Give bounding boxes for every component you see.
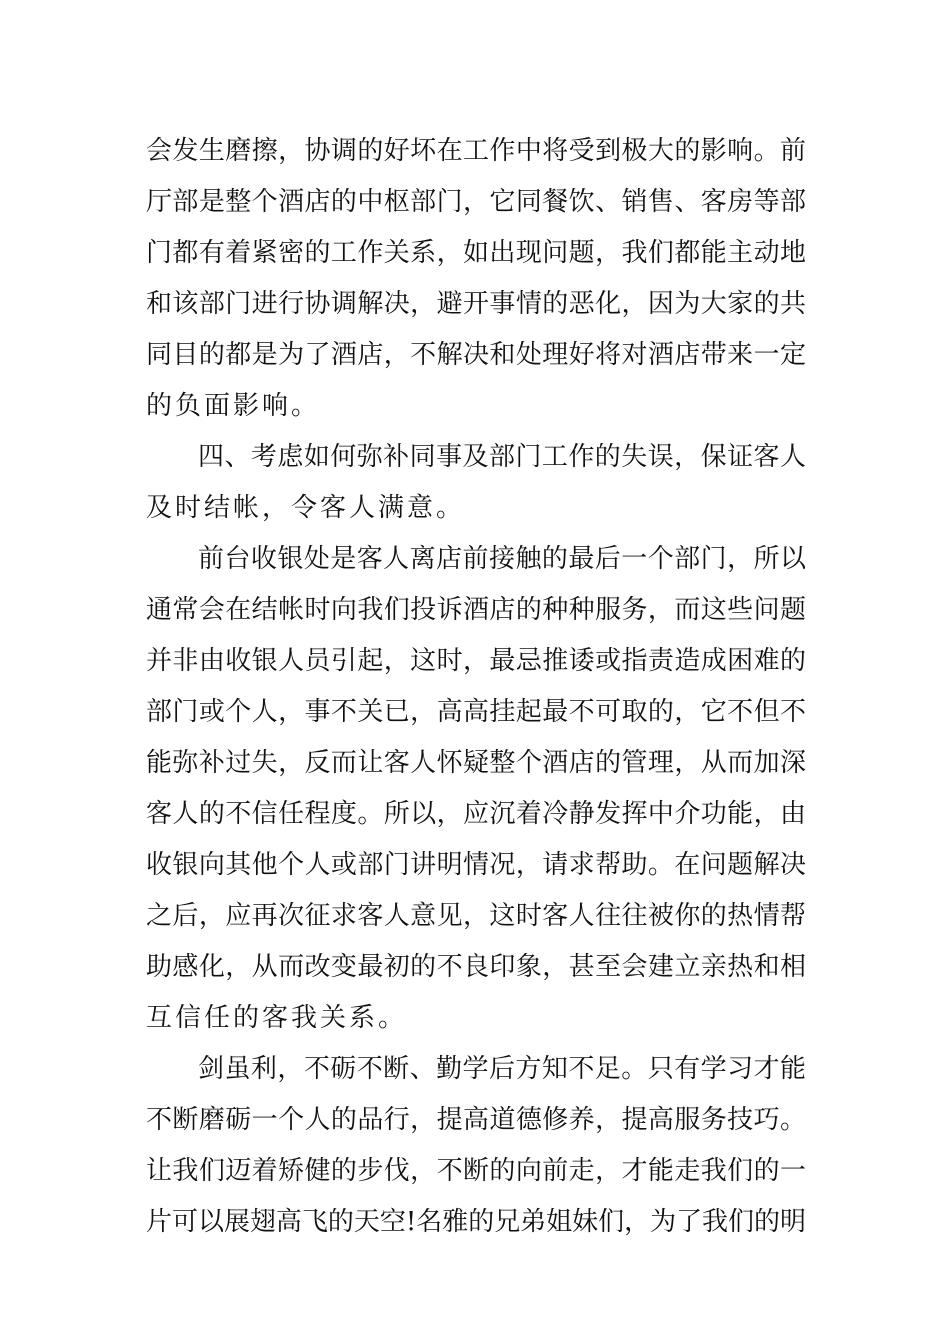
- text-line: 能弥补过失，反而让客人怀疑整个酒店的管理，从而加深: [146, 748, 807, 778]
- text-line: 片可以展翅高飞的天空!名雅的兄弟姐妹们，为了我们的明: [146, 1207, 806, 1237]
- text-line: 前台收银处是客人离店前接触的最后一个部门，所以: [198, 544, 807, 574]
- text-line: 让我们迈着矫健的步伐，不断的向前走，才能走我们的一: [146, 1156, 807, 1186]
- text-line: 门都有着紧密的工作关系，如出现问题，我们都能主动地: [146, 238, 807, 268]
- text-line: 厅部是整个酒店的中枢部门，它同餐饮、销售、客房等部: [146, 187, 807, 217]
- text-line: 并非由收银人员引起，这时，最忌推诿或指责造成困难的: [146, 646, 807, 676]
- text-line: 互信任的客我关系。: [146, 1003, 408, 1033]
- text-line: 不断磨砺一个人的品行，提高道德修养，提高服务技巧。: [146, 1105, 807, 1135]
- text-line: 会发生磨擦，协调的好坏在工作中将受到极大的影响。前: [146, 136, 807, 166]
- text-line: 及时结帐，令客人满意。: [146, 493, 466, 523]
- text-line: 和该部门进行协调解决，避开事情的恶化，因为大家的共: [146, 289, 807, 319]
- text-line: 之后，应再次征求客人意见，这时客人往往被你的热情帮: [146, 901, 807, 931]
- text-line: 收银向其他个人或部门讲明情况，请求帮助。在问题解决: [146, 850, 807, 880]
- text-line: 客人的不信任程度。所以，应沉着冷静发挥中介功能，由: [146, 799, 807, 829]
- text-line: 的负面影响。: [146, 391, 321, 421]
- text-line: 部门或个人，事不关已，高高挂起最不可取的，它不但不: [146, 697, 807, 727]
- body-text: [146, 126, 806, 1248]
- text-line: 通常会在结帐时向我们投诉酒店的种种服务，而这些问题: [146, 595, 807, 625]
- text-line: 同目的都是为了酒店，不解决和处理好将对酒店带来一定: [146, 340, 807, 370]
- text-line: 助感化，从而改变最初的不良印象，甚至会建立亲热和相: [146, 952, 807, 982]
- text-line: 四、考虑如何弥补同事及部门工作的失误，保证客人: [198, 442, 807, 472]
- text-line: 剑虽利，不砺不断、勤学后方知不足。只有学习才能: [198, 1054, 807, 1084]
